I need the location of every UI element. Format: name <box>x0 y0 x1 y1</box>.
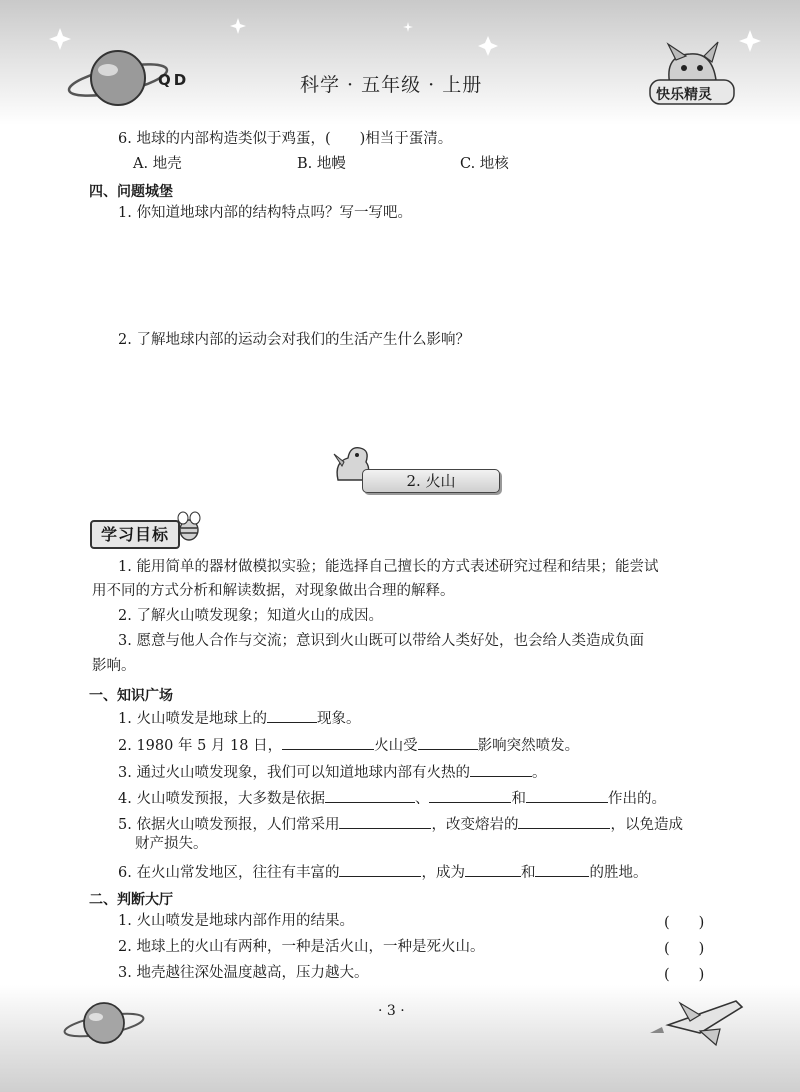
star-icon <box>49 18 761 56</box>
answer-blank[interactable] <box>465 861 521 877</box>
answer-paren[interactable]: ( ) <box>664 967 705 983</box>
answer-blank[interactable] <box>518 813 610 829</box>
header-decoration <box>0 0 800 125</box>
fill-question-5-line-2: 财产损失。 <box>135 836 208 852</box>
answer-blank[interactable] <box>526 787 608 803</box>
fill-question-5: 5. 依据火山喷发预报，人们常采用 ，改变熔岩的 ，以免造成 <box>118 813 683 835</box>
series-code: QD <box>158 71 190 89</box>
space-shuttle-icon <box>650 1001 742 1045</box>
section-4-title: 四、问题城堡 <box>89 184 173 200</box>
planet-icon <box>67 51 170 105</box>
footer-decoration <box>0 985 800 1092</box>
goals-title: 学习目标 <box>90 520 180 549</box>
fill-question-2: 2. 1980 年 5 月 18 日， 火山受 影响突然喷发。 <box>118 734 579 756</box>
goal-2: 2. 了解火山喷发现象；知道火山的成因。 <box>118 608 383 624</box>
answer-blank[interactable] <box>470 761 532 777</box>
goal-1-line-1: 1. 能用简单的器材做模拟实验；能选择自己擅长的方式表述研究过程和结果；能尝试 <box>118 559 659 575</box>
option-c: C. 地核 <box>460 156 509 172</box>
answer-blank[interactable] <box>339 813 431 829</box>
goal-3-line-1: 3. 愿意与他人合作与交流；意识到火山既可以带给人类好处，也会给人类造成负面 <box>118 633 644 649</box>
goal-1-line-2: 用不同的方式分析和解读数据，对现象做出合理的解释。 <box>92 583 455 599</box>
fill-question-3: 3. 通过火山喷发现象，我们可以知道地球内部有火热的 。 <box>118 761 546 783</box>
page-title: 科学 · 五年级 · 上册 <box>300 74 483 96</box>
section-4-question-2: 2. 了解地球内部的运动会对我们的生活产生什么影响？ <box>118 332 470 348</box>
option-b: B. 地幔 <box>297 156 346 172</box>
section-2-title: 二、判断大厅 <box>89 892 173 908</box>
answer-paren[interactable]: ( ) <box>664 915 705 931</box>
goal-3-line-2: 影响。 <box>92 658 136 674</box>
judge-question-1: 1. 火山喷发是地球内部作用的结果。 <box>118 913 354 929</box>
section-1-title: 一、知识广场 <box>89 688 173 704</box>
answer-blank[interactable] <box>267 707 317 723</box>
page-number: · 3 · <box>378 1003 405 1019</box>
answer-blank[interactable] <box>535 861 589 877</box>
lesson-title: 2. 火山 <box>362 469 500 493</box>
section-4-question-1: 1. 你知道地球内部的结构特点吗？写一写吧。 <box>118 205 412 221</box>
answer-blank[interactable] <box>282 734 374 750</box>
fill-question-4: 4. 火山喷发预报，大多数是依据 、 和 作出的。 <box>118 787 666 809</box>
answer-blank[interactable] <box>429 787 511 803</box>
judge-question-3: 3. 地壳越往深处温度越高，压力越大。 <box>118 965 369 981</box>
answer-blank[interactable] <box>325 787 415 803</box>
mascot-label: 快乐精灵 <box>656 87 712 103</box>
question-6-stem: 6. 地球的内部构造类似于鸡蛋，( )相当于蛋清。 <box>118 131 453 147</box>
fill-question-1: 1. 火山喷发是地球上的 现象。 <box>118 707 360 729</box>
judge-question-2: 2. 地球上的火山有两种，一种是活火山，一种是死火山。 <box>118 939 485 955</box>
bee-icon <box>174 510 204 544</box>
fill-question-6: 6. 在火山常发地区，往往有丰富的 ，成为 和 的胜地。 <box>118 861 647 883</box>
answer-blank[interactable] <box>418 734 478 750</box>
answer-paren[interactable]: ( ) <box>664 941 705 957</box>
planet-icon <box>63 1003 145 1043</box>
answer-blank[interactable] <box>339 861 421 877</box>
option-a: A. 地壳 <box>133 156 182 172</box>
